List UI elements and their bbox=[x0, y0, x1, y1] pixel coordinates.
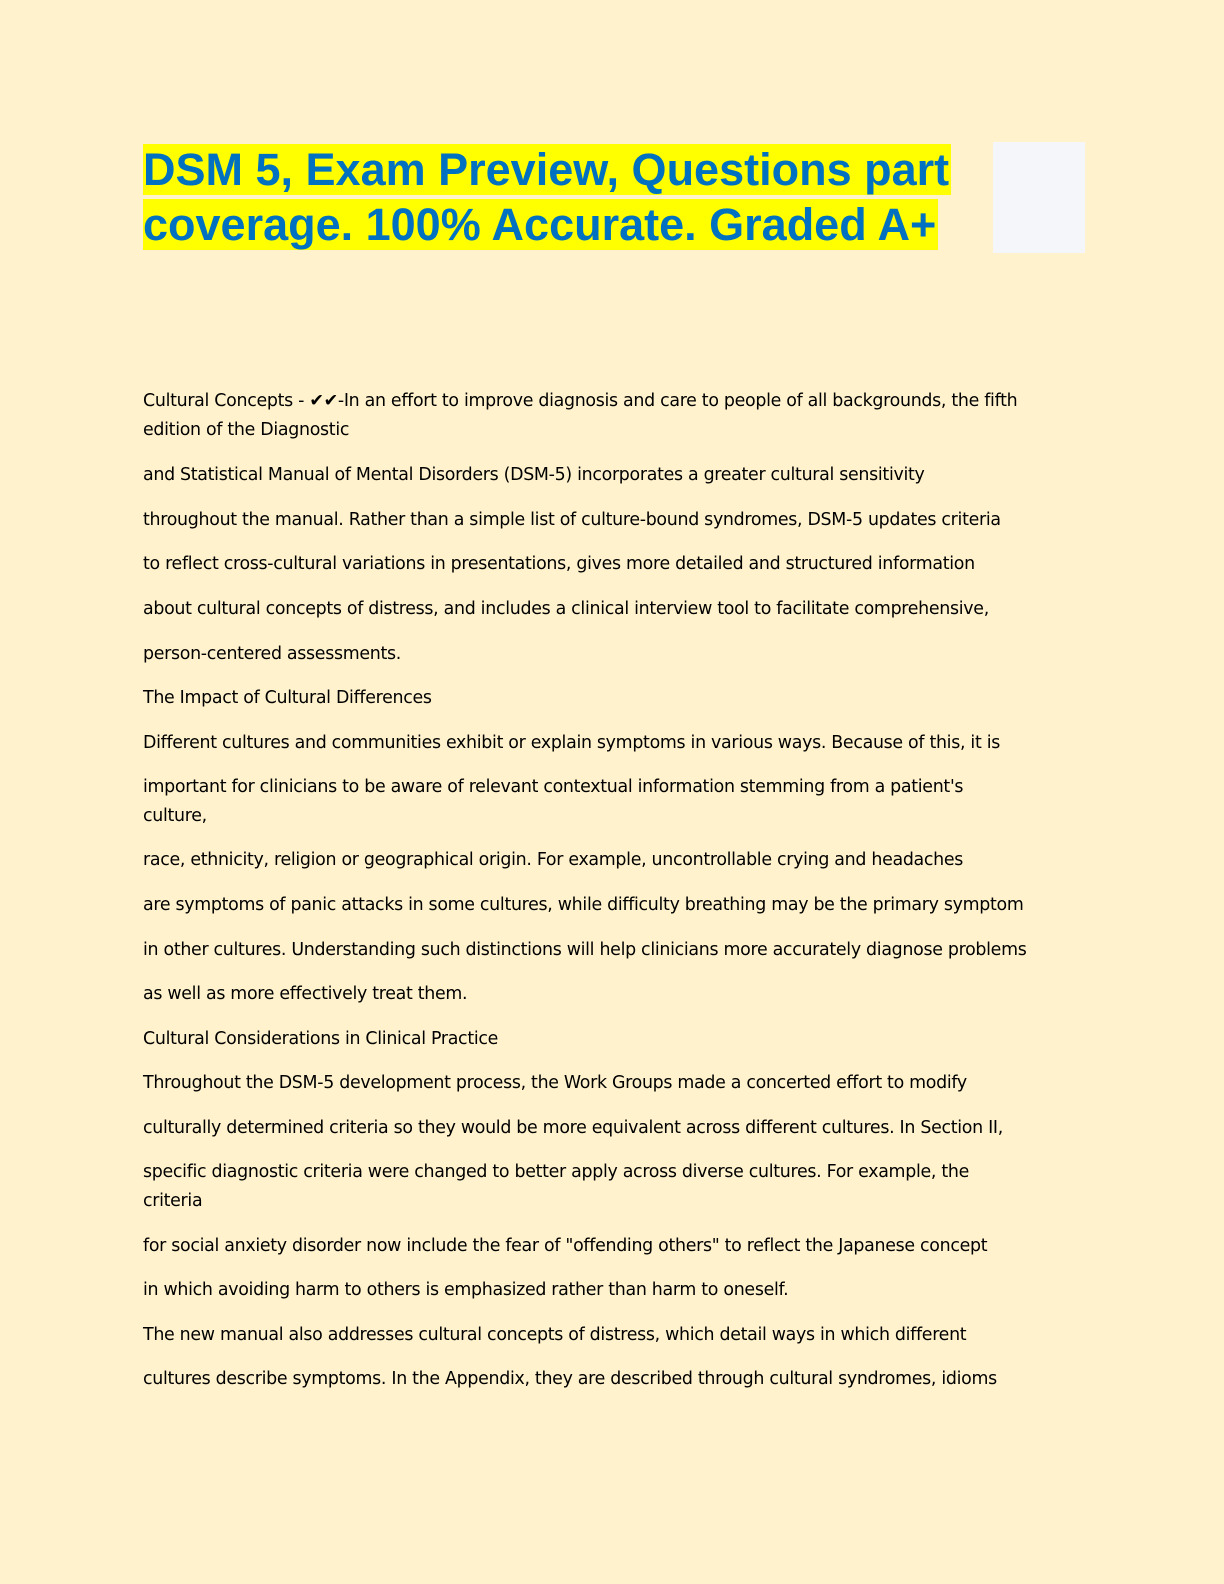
body-line: in other cultures. Understanding such distinctions will help clinicians more accurately diagnose problems bbox=[143, 940, 1027, 960]
body-line: culture, bbox=[143, 806, 207, 826]
body-line: person-centered assessments. bbox=[143, 644, 401, 664]
body-line: edition of the Diagnostic bbox=[143, 420, 350, 440]
body-line: about cultural concepts of distress, and includes a clinical interview tool to facilitate comprehensive, bbox=[143, 599, 989, 619]
body-line: in which avoiding harm to others is emphasized rather than harm to oneself. bbox=[143, 1280, 789, 1300]
title-line-2-text: coverage. 100% Accurate. Graded A+ bbox=[143, 199, 937, 250]
body-line: to reflect cross-cultural variations in presentations, gives more detailed and structured information bbox=[143, 554, 975, 574]
body-line: are symptoms of panic attacks in some cultures, while difficulty breathing may be the primary symptom bbox=[143, 895, 1024, 915]
body-line: throughout the manual. Rather than a simple list of culture-bound syndromes, DSM-5 updates criteria bbox=[143, 510, 1001, 530]
title-line-2 bbox=[143, 197, 1083, 252]
body-line: The new manual also addresses cultural concepts of distress, which detail ways in which different bbox=[143, 1325, 967, 1345]
body-line: race, ethnicity, religion or geographical origin. For example, uncontrollable crying and headaches bbox=[143, 850, 964, 870]
document-title bbox=[143, 142, 1083, 252]
body-line: cultures describe symptoms. In the Appendix, they are described through cultural syndromes, idioms bbox=[143, 1369, 997, 1389]
body-line: culturally determined criteria so they would be more equivalent across different cultures. In Section II, bbox=[143, 1118, 1003, 1138]
body-line: specific diagnostic criteria were changed to better apply across diverse cultures. For example, the bbox=[143, 1162, 969, 1182]
body-line: Different cultures and communities exhibit or explain symptoms in various ways. Because of this, it is bbox=[143, 733, 1001, 753]
title-line-1-text: DSM 5, Exam Preview, Questions part bbox=[143, 144, 950, 195]
body-line: and Statistical Manual of Mental Disorders (DSM-5) incorporates a greater cultural sensitivity bbox=[143, 465, 925, 485]
body-line: as well as more effectively treat them. bbox=[143, 984, 468, 1004]
body-line: criteria bbox=[143, 1191, 203, 1211]
body-line: Throughout the DSM-5 development process, the Work Groups made a concerted effort to modify bbox=[143, 1073, 967, 1093]
body-line: for social anxiety disorder now include the fear of "offending others" to reflect the Japanese concept bbox=[143, 1236, 988, 1256]
section-heading: The Impact of Cultural Differences bbox=[143, 688, 432, 708]
section-heading: Cultural Considerations in Clinical Practice bbox=[143, 1029, 499, 1049]
title-line-1 bbox=[143, 142, 1083, 197]
body-line: Cultural Concepts - ✔✔-In an effort to improve diagnosis and care to people of all backgrounds, the fifth bbox=[143, 391, 1018, 411]
body-line: important for clinicians to be aware of relevant contextual information stemming from a patient's bbox=[143, 777, 964, 797]
